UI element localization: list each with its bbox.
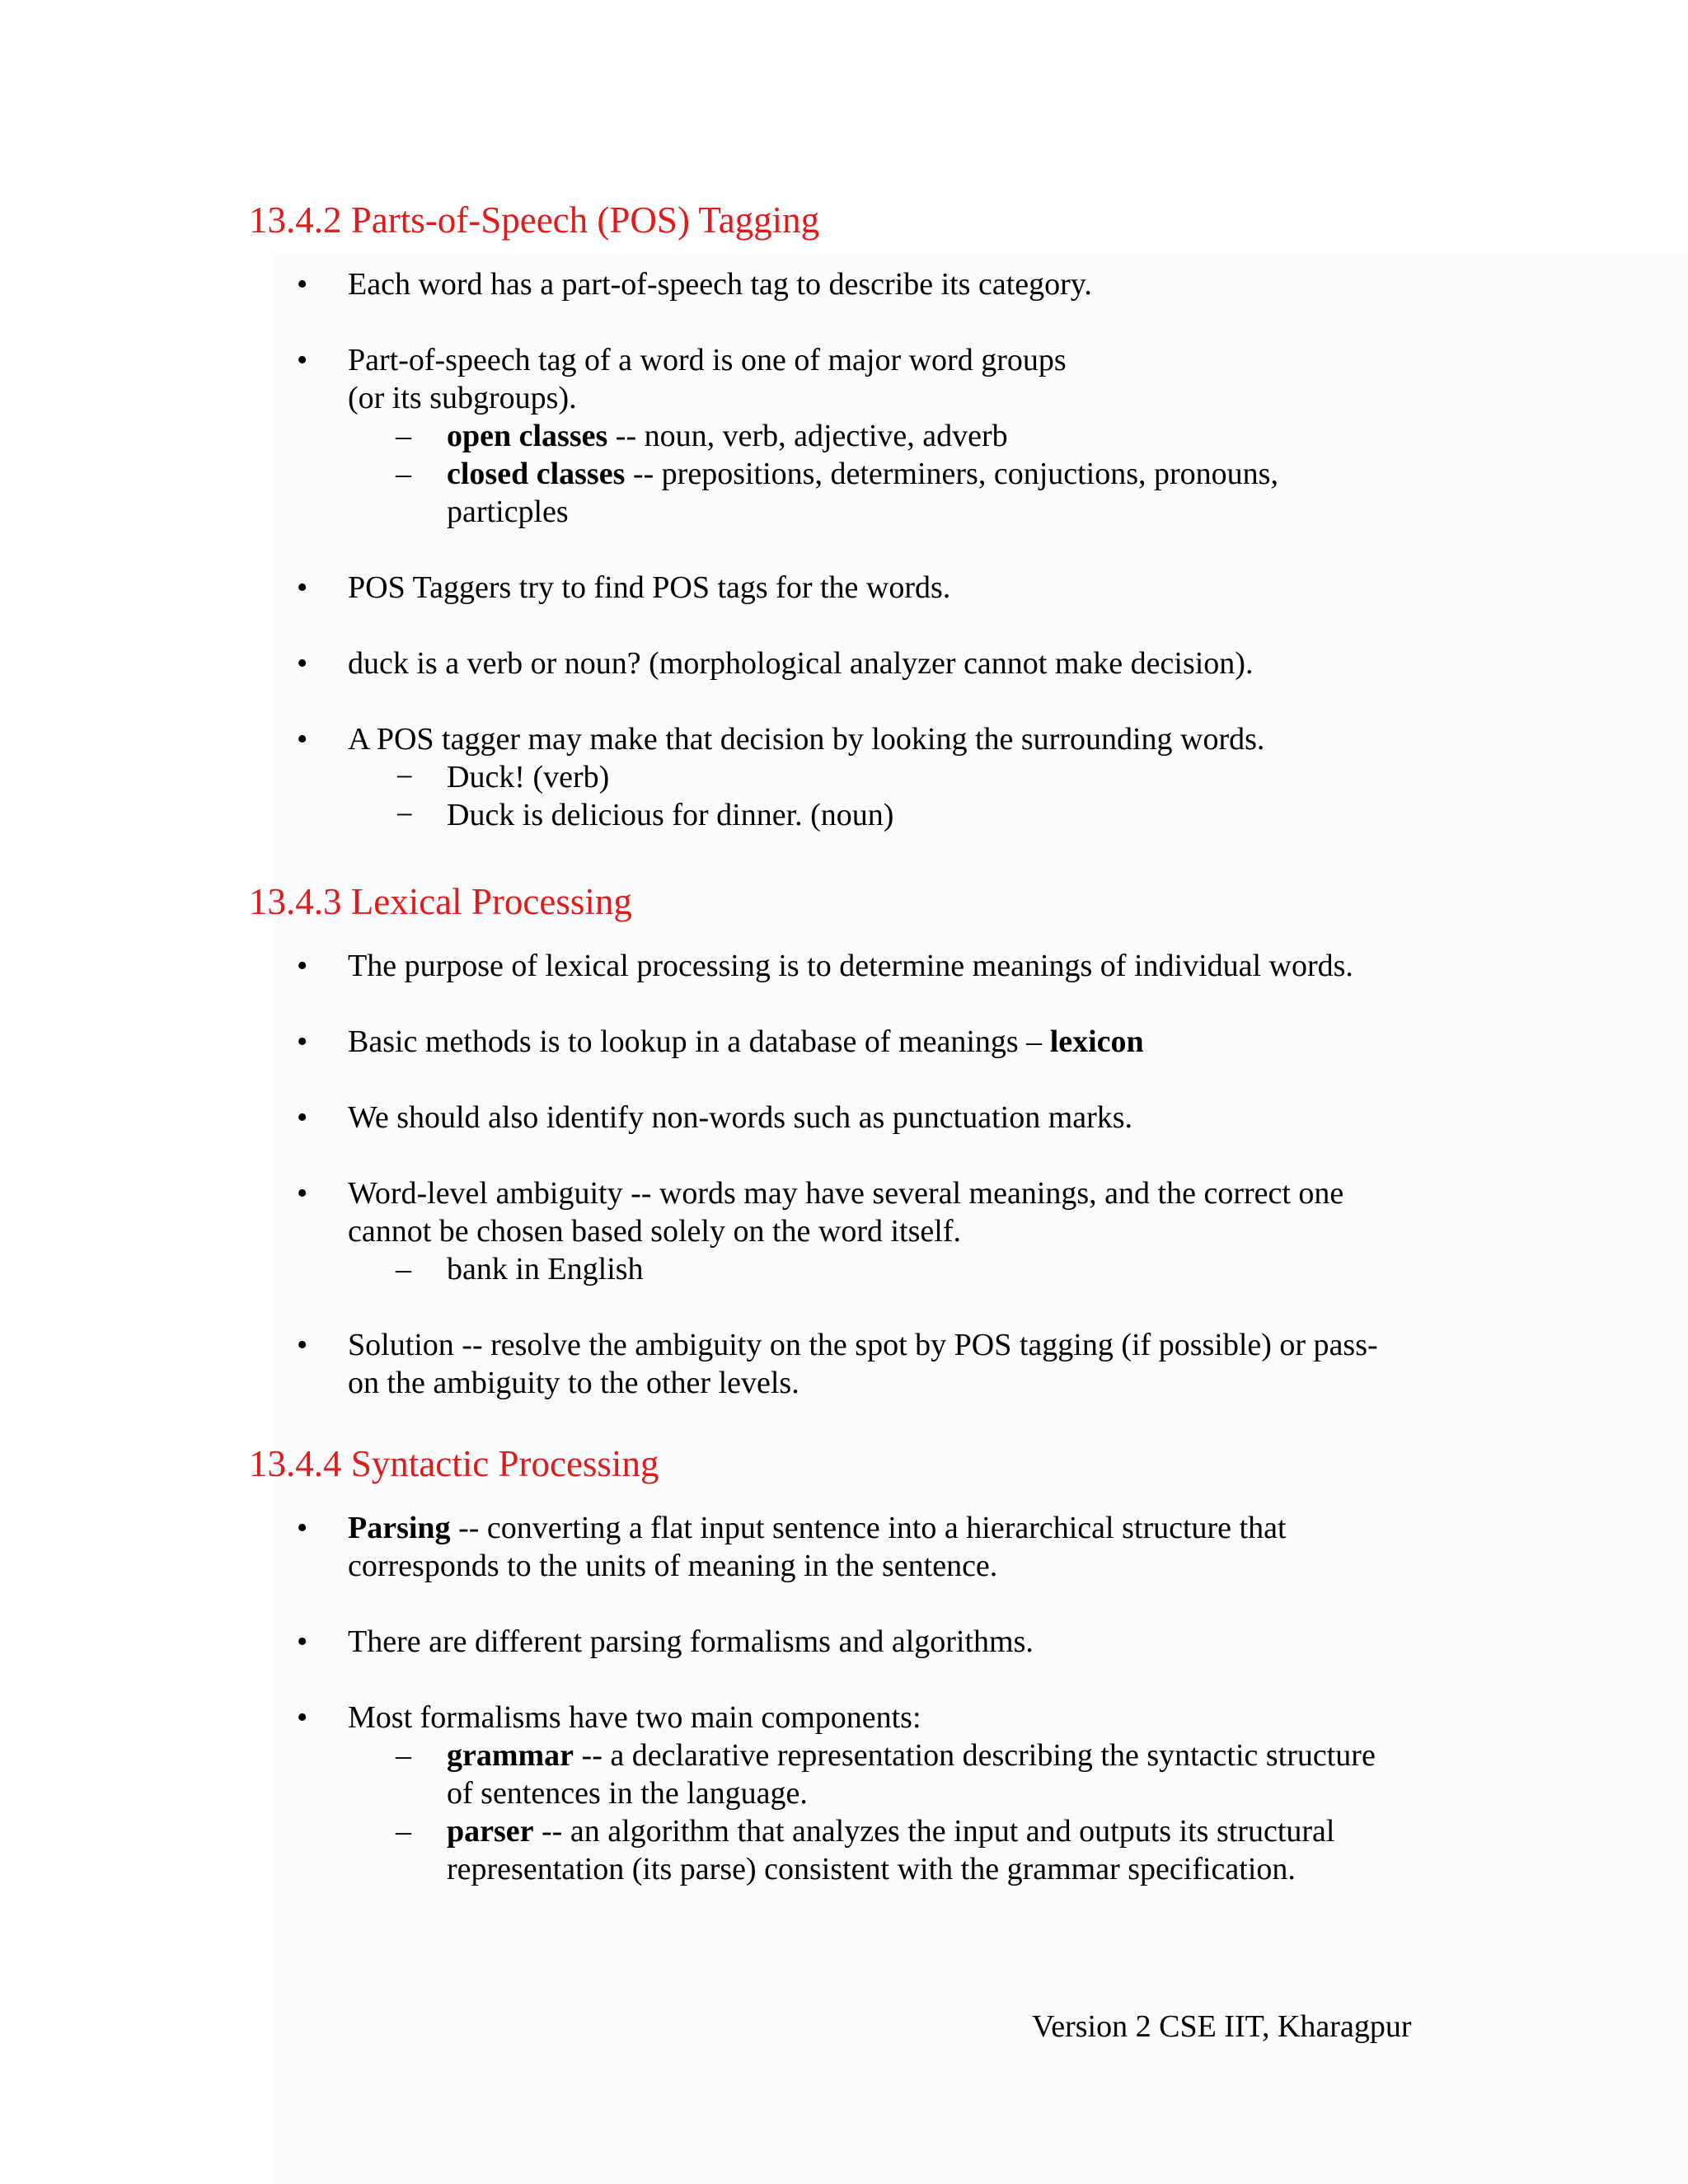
syntactic-parser-line-2: representation (its parse) consistent with the grammar specification. (447, 1852, 1296, 1886)
section-heading-syntactic-processing: 13.4.4 Syntactic Processing (249, 1443, 659, 1484)
bullet-icon: • (297, 570, 308, 605)
pos-bullet-2-line-1: Part-of-speech tag of a word is one of major word groups (348, 343, 1067, 377)
lexical-bullet-2-text: Basic methods is to lookup in a database of meanings – (348, 1024, 1050, 1059)
dash-icon: – (396, 419, 411, 453)
parser-term: parser (447, 1814, 534, 1849)
pos-example-verb: Duck! (verb) (447, 760, 610, 794)
dash-icon: – (396, 457, 411, 491)
parsing-term: Parsing (348, 1511, 451, 1545)
bullet-icon: • (297, 1100, 308, 1135)
syntactic-bullet-2: There are different parsing formalisms and algorithms. (348, 1624, 1034, 1659)
pos-closed-classes-continued: particples (447, 494, 569, 529)
open-classes-term: open classes (447, 419, 608, 453)
lexical-example-bank: bank in English (447, 1252, 644, 1286)
syntactic-bullet-1-line-2: corresponds to the units of meaning in the sentence. (348, 1549, 998, 1583)
section-heading-lexical-processing: 13.4.3 Lexical Processing (249, 881, 632, 922)
bullet-icon: • (297, 722, 308, 757)
open-classes-description: -- noun, verb, adjective, adverb (607, 419, 1008, 453)
lexical-bullet-2 (348, 1023, 1144, 1061)
parsing-description: -- converting a flat input sentence into a hierarchical structure that (450, 1511, 1287, 1545)
lexical-bullet-4-line-2: cannot be chosen based solely on the word itself. (348, 1214, 961, 1249)
dash-icon: – (396, 1814, 411, 1849)
grammar-term: grammar (447, 1738, 574, 1773)
pos-open-classes (447, 417, 1008, 455)
pos-closed-classes (447, 455, 1278, 493)
pos-bullet-1: Each word has a part-of-speech tag to describe its category. (348, 267, 1092, 302)
hyphen-icon: − (396, 760, 414, 794)
parser-description: -- an algorithm that analyzes the input and outputs its structural (533, 1814, 1335, 1849)
hyphen-icon: − (396, 798, 414, 832)
pos-bullet-2-line-2: (or its subgroups). (348, 381, 577, 415)
lexicon-term: lexicon (1049, 1024, 1144, 1059)
bullet-icon: • (297, 1511, 308, 1545)
bullet-icon: • (297, 646, 308, 681)
closed-classes-description: -- prepositions, determiners, conjuctions, pronouns, (625, 457, 1278, 491)
bullet-icon: • (297, 1024, 308, 1059)
bullet-icon: • (297, 1176, 308, 1211)
syntactic-bullet-1-line-1 (348, 1509, 1287, 1547)
bullet-icon: • (297, 1700, 308, 1735)
lexical-bullet-1: The purpose of lexical processing is to determine meanings of individual words. (348, 949, 1353, 983)
pos-bullet-5: A POS tagger may make that decision by looking the surrounding words. (348, 722, 1265, 757)
bullet-icon: • (297, 343, 308, 377)
syntactic-bullet-3: Most formalisms have two main components: (348, 1700, 921, 1735)
syntactic-parser-line-1 (447, 1812, 1334, 1850)
bullet-icon: • (297, 1624, 308, 1659)
dash-icon: – (396, 1252, 411, 1286)
bullet-icon: • (297, 1328, 308, 1362)
section-heading-pos-tagging: 13.4.2 Parts-of-Speech (POS) Tagging (249, 199, 820, 241)
lexical-bullet-3: We should also identify non-words such as punctuation marks. (348, 1100, 1133, 1135)
pos-example-noun: Duck is delicious for dinner. (noun) (447, 798, 894, 832)
grammar-description: -- a declarative representation describing the syntactic structure (574, 1738, 1376, 1773)
bullet-icon: • (297, 267, 308, 302)
page-footer: Version 2 CSE IIT, Kharagpur (1032, 2009, 1412, 2044)
pos-bullet-3: POS Taggers try to find POS tags for the words. (348, 570, 951, 605)
closed-classes-term: closed classes (447, 457, 626, 491)
lexical-bullet-4-line-1: Word-level ambiguity -- words may have several meanings, and the correct one (348, 1176, 1344, 1211)
bullet-icon: • (297, 949, 308, 983)
pos-bullet-4: duck is a verb or noun? (morphological analyzer cannot make decision). (348, 646, 1254, 681)
lexical-bullet-5-line-2: on the ambiguity to the other levels. (348, 1366, 799, 1400)
syntactic-grammar-line-1 (447, 1736, 1376, 1774)
syntactic-grammar-line-2: of sentences in the language. (447, 1776, 808, 1811)
dash-icon: – (396, 1738, 411, 1773)
lexical-bullet-5-line-1: Solution -- resolve the ambiguity on the spot by POS tagging (if possible) or pass- (348, 1328, 1378, 1362)
